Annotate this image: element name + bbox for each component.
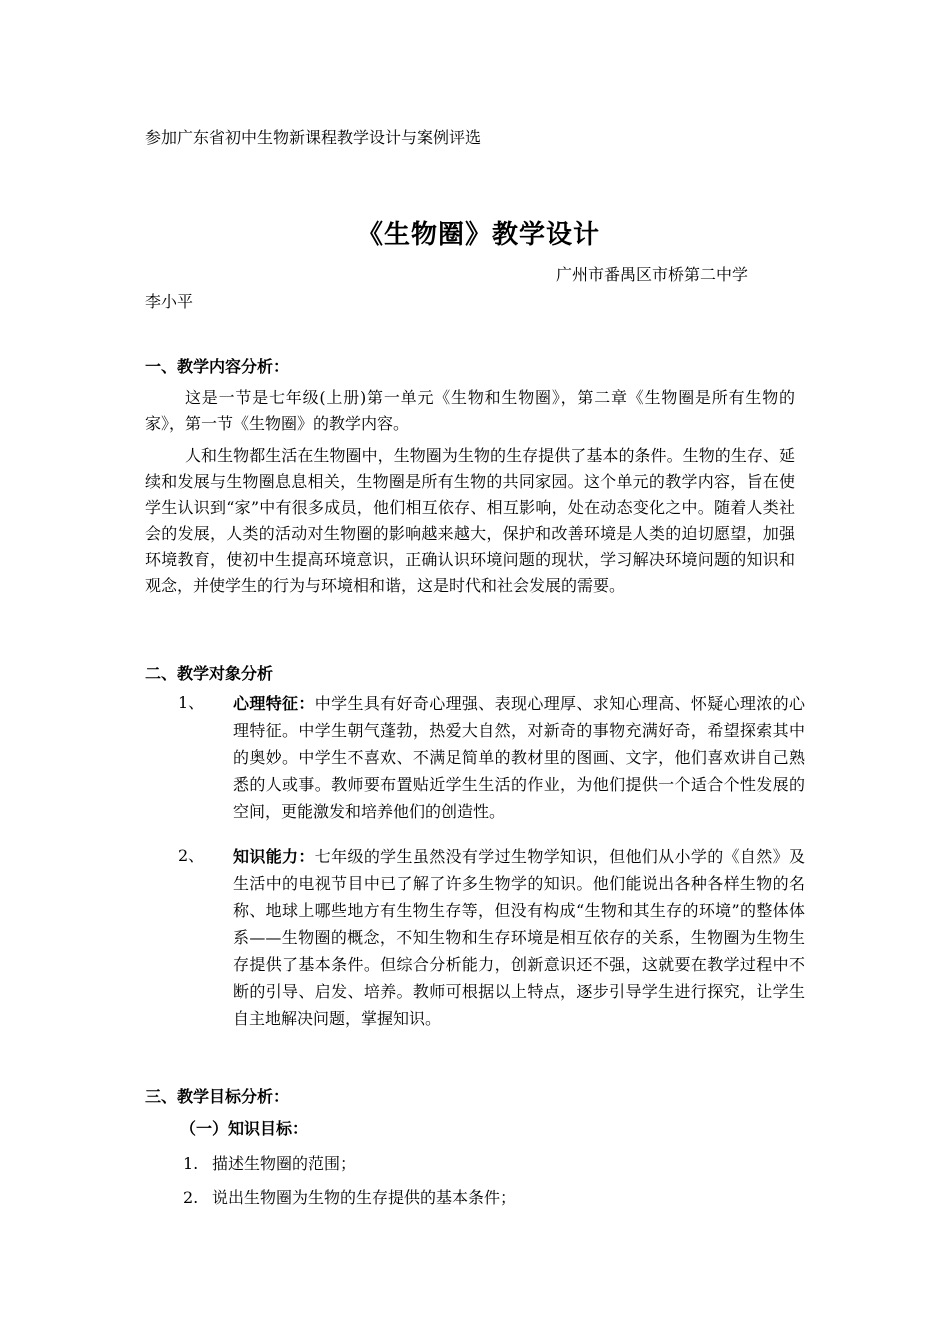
section-2-heading: 二、教学对象分析 <box>145 664 274 683</box>
header-note: 参加广东省初中生物新课程教学设计与案例评选 <box>145 128 482 147</box>
list-item-2-label: 知识能力： <box>233 847 315 866</box>
section-1-paragraph-1: 这是一节是七年级(上册)第一单元《生物和生物圈》，第二章《生物圈是所有生物的家》，第一节《生物圈》的教学内容。 <box>145 388 795 433</box>
goal-2-number: 2. <box>183 1188 199 1207</box>
list-item-2-number: 2、 <box>178 846 205 865</box>
section-1-paragraph-2: 人和生物都生活在生物圈中，生物圈为生物的生存提供了基本的条件。生物的生存、延续和发展与生物圈息息相关，生物圈是所有生物的共同家园。这个单元的教学内容，旨在使学生认识到“家”中有很多成员，他们相互依存、相互影响，处在动态变化之中。随着人类社会的发展，人类的活动对生物圈的影响越来越大，保护和改善环境是人类的迫切愿望，加强环境教育，使初中生提高环境意识，正确认识环境问题的现状，学习解决环境问题的知识和观念，并使学生的行为与环境相和谐，这是时代和社会发展的需要。 <box>145 446 795 595</box>
document-title: 《生物圈》教学设计 <box>357 220 601 250</box>
list-item-1-number: 1、 <box>178 693 205 712</box>
goal-1-number: 1. <box>183 1154 199 1173</box>
list-item-1-label: 心理特征： <box>233 694 315 713</box>
section-3-subheading: （一）知识目标： <box>180 1119 309 1138</box>
section-3-heading: 三、教学目标分析： <box>145 1087 290 1106</box>
list-item-2 <box>233 843 805 1032</box>
list-item-1 <box>233 690 805 825</box>
goal-2-text: 说出生物圈为生物的生存提供的基本条件； <box>212 1188 517 1207</box>
list-item-1-text: 中学生具有好奇心理强、表现心理厚、求知心理高、怀疑心理浓的心理特征。中学生朝气蓬勃，热爱大自然，对新奇的事物充满好奇，希望探索其中的奥妙。中学生不喜欢、不满足简单的教材里的图画、文字，他们喜欢讲自己熟悉的人或事。教师要布置贴近学生生活的作业，为他们提供一个适合个性发展的空间，更能激发和培养他们的创造性。 <box>233 694 805 821</box>
section-1-heading: 一、教学内容分析： <box>145 357 290 376</box>
goal-1-text: 描述生物圈的范围； <box>212 1154 357 1173</box>
author-name: 李小平 <box>145 292 194 311</box>
list-item-2-text: 七年级的学生虽然没有学过生物学知识，但他们从小学的《自然》及生活中的电视节目中已了解了许多生物学的知识。他们能说出各种各样生物的名称、地球上哪些地方有生物生存等，但没有构成“生物和其生存的环境”的整体体系——生物圈的概念，不知生物和生存环境是相互依存的关系，生物圈为生物生存提供了基本条件。但综合分析能力，创新意识还不强，这就要在教学过程中不断的引导、启发、培养。教师可根据以上特点，逐步引导学生进行探究，让学生自主地解决问题，掌握知识。 <box>233 847 805 1028</box>
school-name: 广州市番禺区市桥第二中学 <box>556 265 749 284</box>
